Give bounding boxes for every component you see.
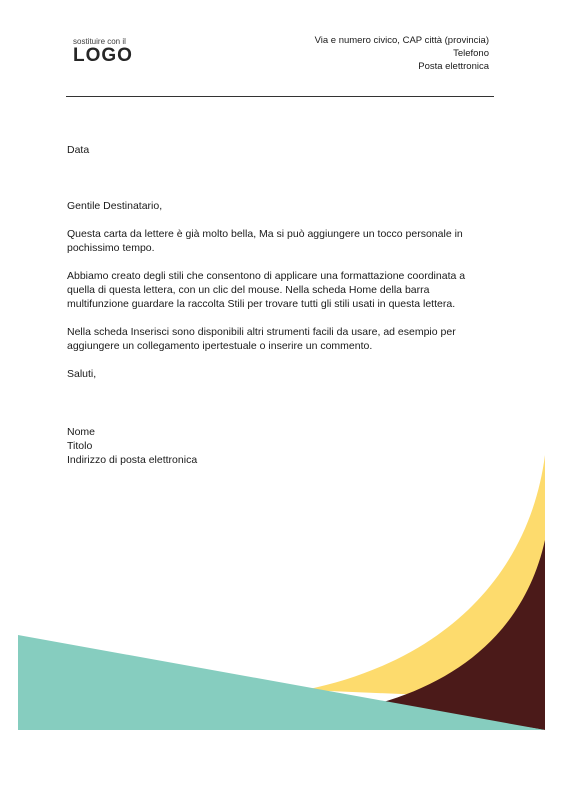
letter-paragraph-2: Abbiamo creato degli stili che consentono di applicare una formattazione coordinata a quella di questa lettera, con un clic del mouse. Nella scheda Home della barra multifunzione guardare la raccolta Stili per trovare tutti gli stili usati in questa lettera. xyxy=(67,270,466,310)
letter-salutation: Gentile Destinatario, xyxy=(67,200,163,212)
teal-wedge xyxy=(18,635,545,730)
sender-phone: Telefono xyxy=(453,48,489,59)
letter-date: Data xyxy=(67,144,90,156)
letter-paragraph-3: Nella scheda Inserisci sono disponibili altri strumenti facili da usare, ad esempio per aggiungere un collegamento ipertestuale o inserire un commento. xyxy=(67,326,456,352)
logo-caption: sostituire con il xyxy=(73,37,126,46)
letter-body xyxy=(67,143,487,467)
letter-closing: Saluti, xyxy=(67,368,97,380)
sender-contact xyxy=(315,34,489,73)
letter-signature xyxy=(67,425,487,467)
maroon-wave xyxy=(380,540,545,730)
sender-address: Via e numero civico, CAP città (provincia) xyxy=(314,35,489,46)
yellow-wave xyxy=(305,455,545,700)
signature-email: Indirizzo di posta elettronica xyxy=(67,454,198,466)
signature-title: Titolo xyxy=(67,440,93,452)
logo-text: LOGO xyxy=(73,45,133,66)
logo-placeholder xyxy=(73,37,133,66)
letter-paragraph-1: Questa carta da lettere è già molto bella, Ma si può aggiungere un tocco personale in pochissimo tempo. xyxy=(67,228,463,254)
signature-name: Nome xyxy=(67,426,96,438)
header-divider xyxy=(66,96,494,97)
sender-email: Posta elettronica xyxy=(418,61,489,72)
